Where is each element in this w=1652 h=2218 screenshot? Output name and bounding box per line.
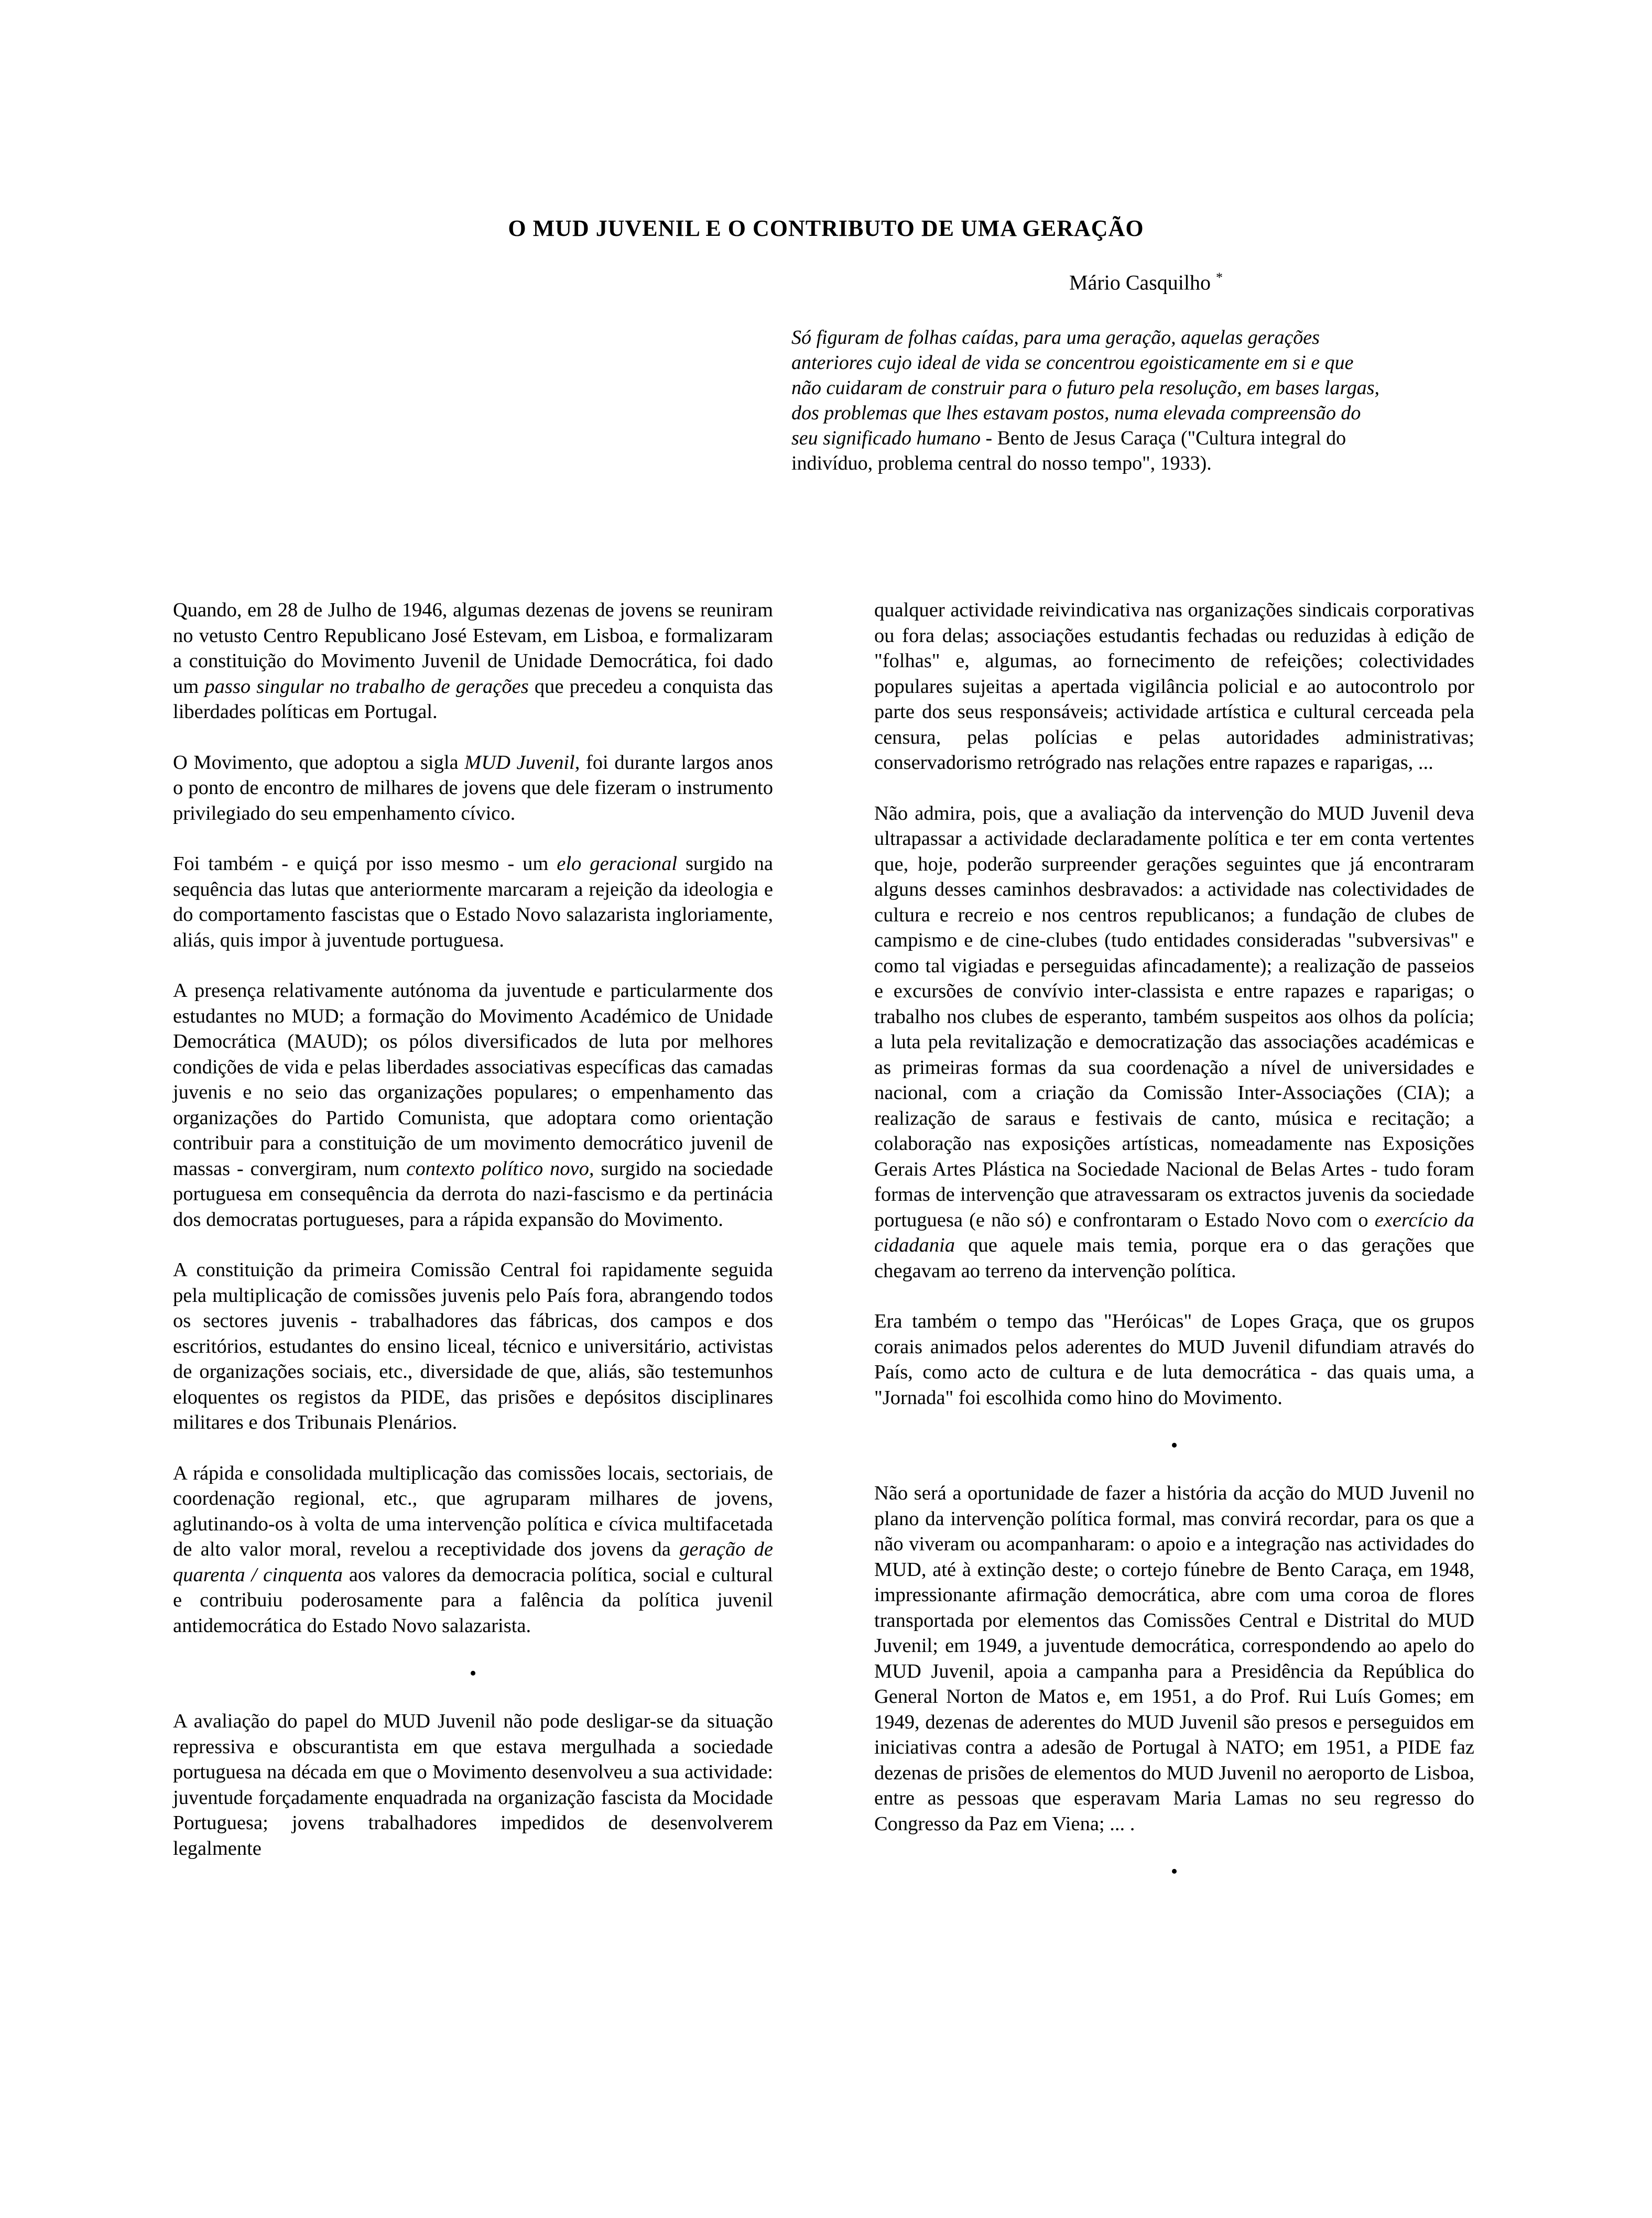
emphasis-text: elo geracional — [557, 853, 678, 875]
paragraph — [173, 597, 773, 725]
author-footnote-mark: * — [1215, 270, 1223, 285]
paragraph — [173, 851, 773, 953]
paragraph: A constituição da primeira Comissão Central foi rapidamente seguida pela multiplicação de comissões juvenis pelo País fora, abrangendo todos os sectores juvenis - trabalhadores das fábricas, dos campos e dos escritórios, estudantes do ensino liceal, técnico e universitário, activistas de organizações sociais, etc., diversidade de que, aliás, são testemunhos eloquentes os registos da PIDE, das prisões e depósitos disciplinares militares e dos Tribunais Plenários. — [173, 1259, 773, 1433]
author-line — [1069, 270, 1223, 295]
emphasis-text: exercício da cidadania — [874, 1209, 1475, 1256]
paragraph-text: surgido na sequência das lutas que anteriormente marcaram a rejeição da ideologia e do comportamento fascistas que o Estado Novo salazarista ingloriamente, aliás, quis impor à juventude portuguesa. — [173, 853, 774, 951]
paragraph-text: Quando, em 28 de Julho de 1946, algumas dezenas de jovens se reuniram no vetusto Centro Republicano José Estevam, em Lisboa, e formalizaram a constituição do Movimento Juvenil de Unidade Democrática, foi dado um — [173, 599, 773, 698]
right-column — [874, 597, 1474, 1907]
emphasis-text: passo singular no trabalho de gerações — [204, 675, 529, 698]
paragraph-text: Foi também - e quiçá por isso mesmo - um — [173, 853, 557, 875]
section-separator: • — [469, 1662, 477, 1684]
section-separator: • — [1170, 1861, 1178, 1883]
epigraph — [791, 325, 1384, 476]
section-separator: • — [1170, 1434, 1178, 1456]
paragraph: qualquer actividade reivindicativa nas organizações sindicais corporativas ou fora delas; associações estudantis fechadas ou reduzidas à edição de "folhas" e, algumas, ao fornecimento de refeições; colectividades populares sujeitas a apertada vigilância policial e ao autocontrolo por parte dos seus responsáveis; actividade artística e cultural cerceada pela censura, pelas polícias e pelas autoridades administrativas; conservadorismo retrógrado nas relações entre rapazes e raparigas, ... — [874, 599, 1474, 774]
paragraph-text: O Movimento, que adoptou a sigla — [173, 751, 465, 774]
paragraph — [173, 750, 773, 827]
paragraph-text: que precedeu a conquista das liberdades políticas em Portugal. — [173, 675, 773, 723]
paragraph: A avaliação do papel do MUD Juvenil não pode desligar-se da situação repressiva e obscurantista em que estava mergulhada a sociedade portuguesa na década em que o Movimento desenvolveu a sua actividade: juventude forçadamente enquadrada na organização fascista da Mocidade Portuguesa; jovens trabalhadores impedidos de desenvolverem legalmente — [173, 1710, 773, 1860]
paragraph-text: A presença relativamente autónoma da juventude e particularmente dos estudantes no MUD; a formação do Movimento Académico de Unidade Democrática (MAUD); os pólos diversificados de luta por melhores condições de vida e pelas liberdades associativas específicas das camadas juvenis e no seio das organizações populares; o empenhamento das organizações do Partido Comunista, que adoptara como orientação contribuir para a constituição de um movimento democrático juvenil de massas - convergiram, num — [173, 980, 773, 1180]
paragraph-text: foi durante largos anos o ponto de encontro de milhares de jovens que dele fizeram o instrumento privilegiado do seu empenhamento cívico. — [173, 751, 774, 824]
paragraph: Não será a oportunidade de fazer a história da acção do MUD Juvenil no plano da intervenção política formal, mas convirá recordar, para os que a não viveram ou acompanharam: o apoio e a integração nas actividades do MUD, até à extinção deste; o cortejo fúnebre de Bento Caraça, em 1948, impressionante afirmação democrática, abre com uma coroa de flores transportada por elementos das Comissões Central e Distrital do MUD Juvenil; em 1949, a juventude democrática, correspondendo ao apelo do MUD Juvenil, apoia a campanha para a Presidência da República do General Norton de Matos e, em 1951, a do Prof. Rui Luís Gomes; em 1949, dezenas de aderentes do MUD Juvenil são presos e perseguidos em iniciativas contra a adesão de Portugal à NATO; em 1951, a PIDE faz dezenas de prisões de elementos do MUD Juvenil no aeroporto de Lisboa, entre as pessoas que esperavam Maria Lamas no seu regresso do Congresso da Paz em Viena; ... . — [874, 1482, 1474, 1835]
epigraph-attribution: - Bento de Jesus Caraça ("Cultura integral do indivíduo, problema central do nosso tempo", 1933). — [791, 427, 1346, 474]
left-column — [173, 597, 773, 1886]
emphasis-text: MUD Juvenil, — [464, 751, 580, 774]
paragraph-text: que aquele mais temia, porque era o das gerações que chegavam ao terreno da intervenção política. — [874, 1234, 1474, 1282]
paragraph-text: A rápida e consolidada multiplicação das comissões locais, sectoriais, de coordenação regional, etc., que agruparam milhares de jovens, aglutinando-os à volta de uma intervenção política e cívica multifacetada de alto valor moral, revelou a receptividade dos jovens da — [173, 1462, 773, 1560]
paragraph — [173, 978, 773, 1232]
paragraph: Era também o tempo das "Heróicas" de Lopes Graça, que os grupos corais animados pelos aderentes do MUD Juvenil difundiam através do País, como acto de cultura e de luta democrática - das quais uma, a "Jornada" foi escolhida como hino do Movimento. — [874, 1310, 1474, 1409]
paragraph — [173, 1461, 773, 1639]
paragraph-text: Não admira, pois, que a avaliação da intervenção do MUD Juvenil deva ultrapassar a actividade declaradamente política e ter em conta vertentes que, hoje, poderão surpreender gerações seguintes que já encontraram alguns desses caminhos desbravados: a actividade nas colectividades de cultura e recreio e nos centros republicanos; a fundação de clubes de campismo e de cine-clubes (tudo entidades consideradas "subversivas" e como tal vigiadas e perseguidas afincadamente); a realização de passeios e excursões de convívio inter-classista e entre rapazes e raparigas; o trabalho nos clubes de esperanto, também suspeitos aos olhos da polícia; a luta pela revitalização e democratização das associações académicas e as primeiras formas da sua coordenação a nível de universidades e nacional, com a criação da Comissão Inter-Associações (CIA); a realização de saraus e festivais de canto, música e recitação; a colaboração nas exposições artísticas, nomeadamente nas Exposições Gerais Artes Plástica na Sociedade Nacional de Belas Artes - tudo foram formas de intervenção que atravessaram os extractos juvenis da sociedade portuguesa (e não só) e confrontaram o Estado Novo com o — [874, 802, 1474, 1231]
paragraph — [874, 801, 1474, 1284]
emphasis-text: contexto político novo, — [406, 1157, 594, 1180]
epigraph-quote: Só figuram de folhas caídas, para uma geração, aquelas gerações anteriores cujo ideal de vida se concentrou egoisticamente em si e que não cuidaram de construir para o futuro pela resolução, em bases largas, dos problemas que lhes estavam postos, numa elevada compreensão do seu significado humano — [791, 327, 1380, 449]
article-title: O MUD JUVENIL E O CONTRIBUTO DE UMA GERAÇÃO — [508, 215, 1144, 241]
paragraph-text: surgido na sociedade portuguesa em consequência da derrota do nazi-fascismo e da pertinácia dos democratas portugueses, para a rápida expansão do Movimento. — [173, 1157, 773, 1231]
emphasis-text: geração de quarenta / cinquenta — [173, 1538, 774, 1586]
author-name: Mário Casquilho — [1069, 270, 1211, 295]
paragraph-text: aos valores da democracia política, social e cultural e contribuiu poderosamente para a falência da política juvenil antidemocrática do Estado Novo salazarista. — [173, 1563, 773, 1637]
